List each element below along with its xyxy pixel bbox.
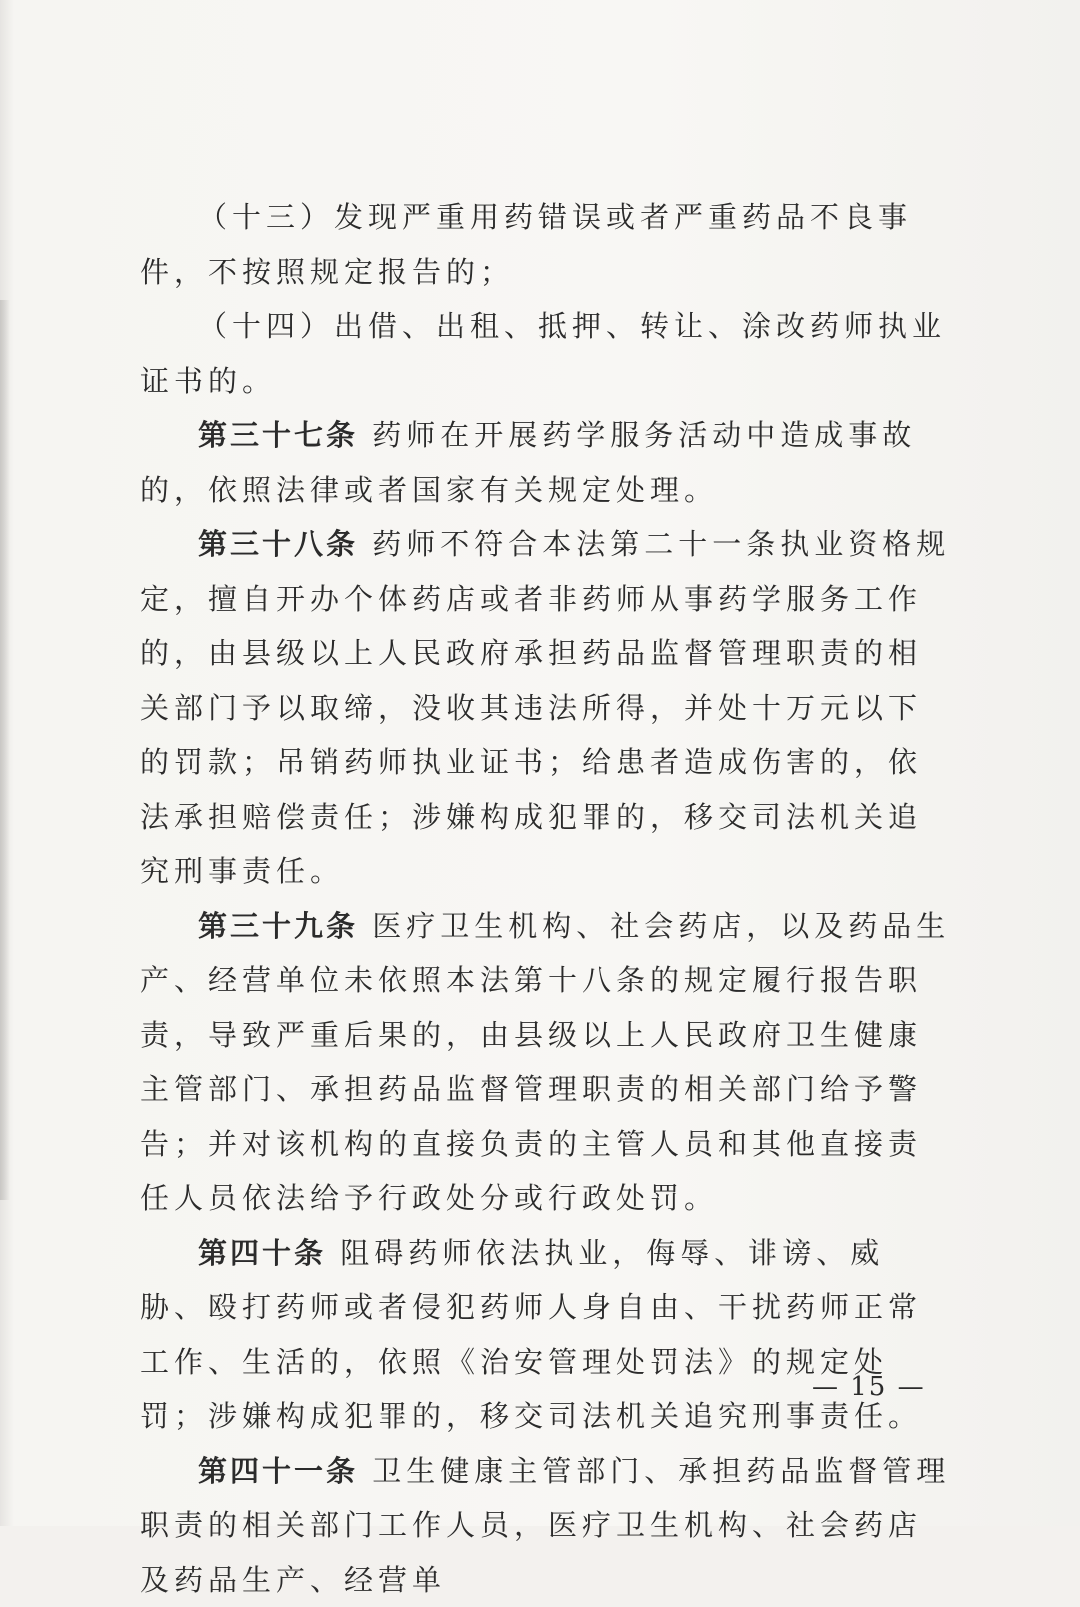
article-38 (140, 517, 952, 899)
paragraph-item-14 (140, 299, 952, 408)
article-41 (140, 1444, 952, 1607)
binding-edge-shadow (0, 300, 10, 1200)
article-text: 药师在开展药学服务活动中造成事故的，依照法律或者国家有关规定处理。 (140, 418, 916, 507)
article-40 (140, 1226, 952, 1444)
article-heading: 第三十九条 (198, 909, 358, 943)
article-text: 阻碍药师依法执业，侮辱、诽谤、威胁、殴打药师或者侵犯药师人身自由、干扰药师正常工作、生活的，依照《治安管理处罚法》的规定处罚；涉嫌构成犯罪的，移交司法机关追究刑事责任。 (140, 1236, 922, 1434)
article-text: 药师不符合本法第二十一条执业资格规定，擅自开办个体药店或者非药师从事药学服务工作的，由县级以上人民政府承担药品监督管理职责的相关部门予以取缔，没收其违法所得，并处十万元以下的罚款；吊销药师执业证书；给患者造成伤害的，依法承担赔偿责任；涉嫌构成犯罪的，移交司法机关追究刑事责任。 (140, 527, 950, 888)
article-heading: 第四十条 (198, 1236, 326, 1270)
paragraph-item-13 (140, 190, 952, 299)
article-text: 医疗卫生机构、社会药店，以及药品生产、经营单位未依照本法第十八条的规定履行报告职责，导致严重后果的，由县级以上人民政府卫生健康主管部门、承担药品监督管理职责的相关部门给予警告；并对该机构的直接负责的主管人员和其他直接责任人员依法给予行政处分或行政处罚。 (140, 909, 950, 1216)
article-heading: 第四十一条 (198, 1454, 358, 1488)
paragraph-text: （十四）出借、出租、抵押、转让、涂改药师执业证书的。 (140, 309, 946, 398)
article-37 (140, 408, 952, 517)
page-number: — 15 — (812, 1372, 926, 1402)
paragraph-text: （十三）发现严重用药错误或者严重药品不良事件，不按照规定报告的； (140, 200, 912, 289)
article-39 (140, 899, 952, 1226)
article-heading: 第三十八条 (198, 527, 358, 561)
article-text: 卫生健康主管部门、承担药品监督管理职责的相关部门工作人员，医疗卫生机构、社会药店及药品生产、经营单 (140, 1454, 950, 1597)
article-heading: 第三十七条 (198, 418, 358, 452)
